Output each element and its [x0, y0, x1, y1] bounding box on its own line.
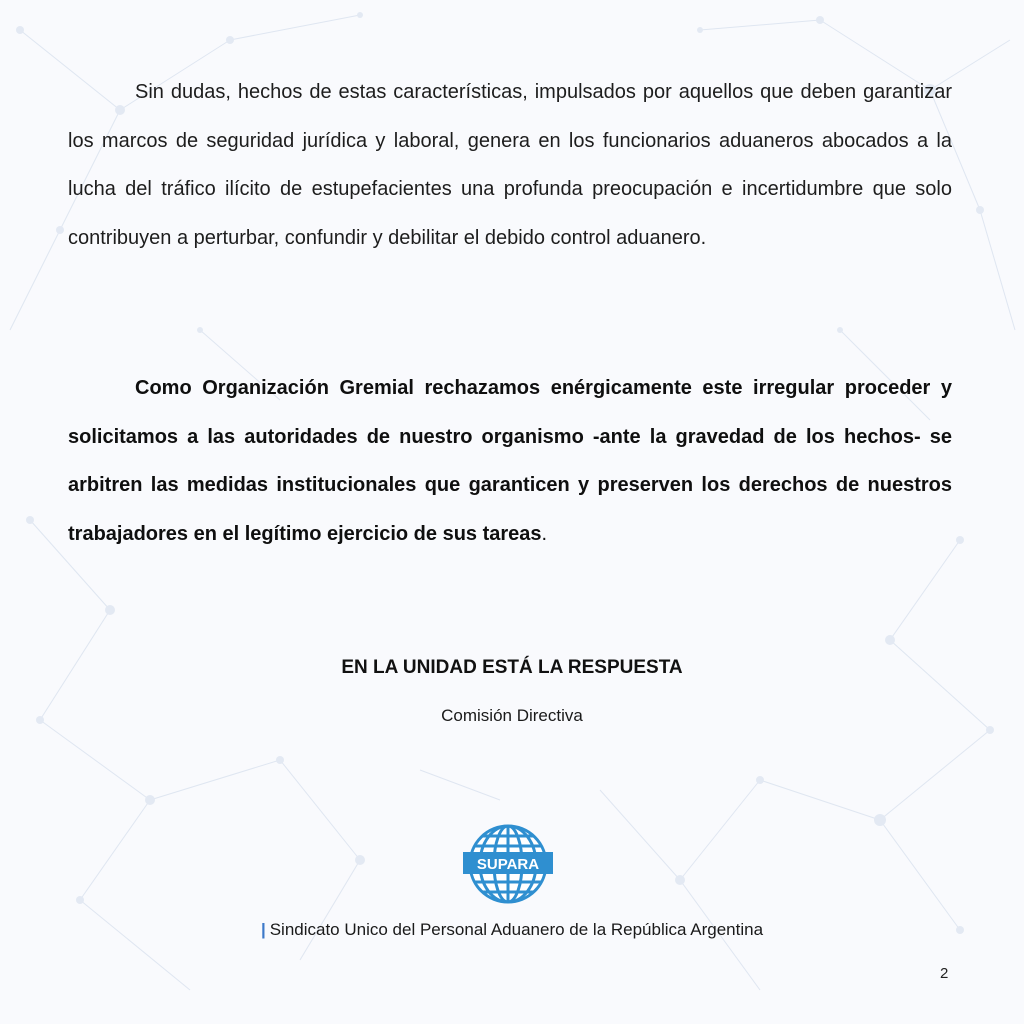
signature-board: Comisión Directiva: [441, 706, 583, 725]
footer-accent-bar: |: [260, 920, 266, 939]
footer-org-name: Sindicato Unico del Personal Aduanero de la República Argentina: [269, 920, 764, 939]
logo-wordmark: SUPARA: [476, 856, 540, 873]
supara-globe-logo: [462, 822, 554, 906]
motto: EN LA UNIDAD ESTÁ LA RESPUESTA: [341, 657, 683, 678]
paragraph-statement: [68, 364, 952, 558]
page-number: 2: [940, 965, 949, 982]
paragraph-statement-period: .: [541, 522, 548, 545]
paragraph-statement-text: Como Organización Gremial rechazamos enérgicamente este irregular proceder y solicitamos a las autoridades de nuestro organismo -ante la gravedad de los hechos- se arbitren las medidas institucionales que garanticen y preserven los derechos de nuestros trabajadores en el legítimo ejercicio de sus tareas: [68, 377, 952, 545]
paragraph-concern: Sin dudas, hechos de estas características, impulsados por aquellos que deben garantizar los marcos de seguridad jurídica y laboral, genera en los funcionarios aduaneros abocados a la lucha del tráfico ilícito de estupefacientes una profunda preocupación e incertidumbre que solo contribuyen a perturbar, confundir y debilitar el debido control aduanero.: [68, 81, 952, 249]
footer-organization: [0, 920, 1024, 940]
